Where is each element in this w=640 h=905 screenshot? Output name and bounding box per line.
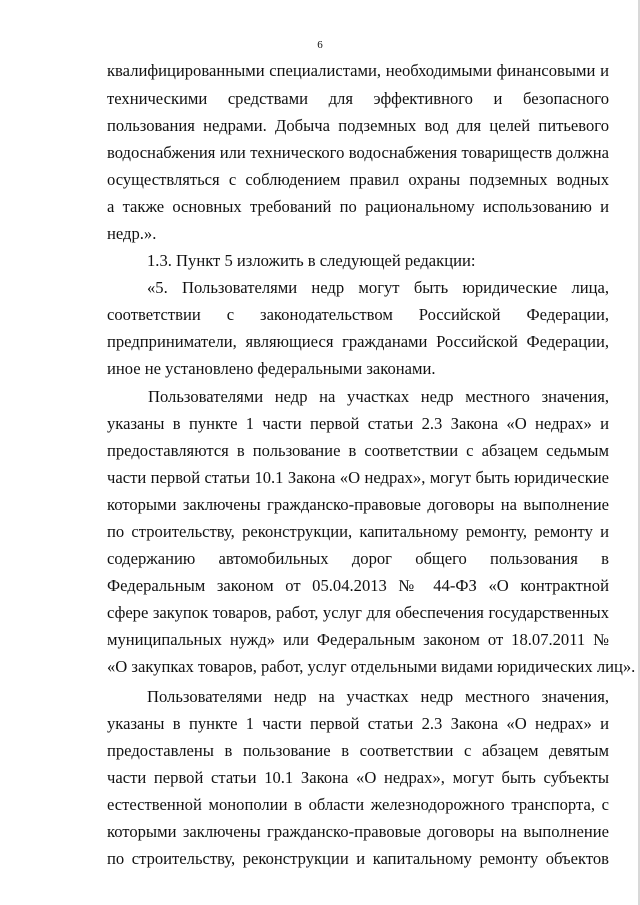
text-line: соответствии с законодательством Российской Федерации, (107, 305, 609, 324)
text-line: которыми заключены гражданско-правовые договоры на выполнение (107, 495, 609, 514)
text-line: по строительству, реконструкции, капитальному ремонту, ремонту и (107, 522, 609, 541)
text-line: квалифицированными специалистами, необходимыми финансовыми и (107, 61, 609, 80)
text-line: указаны в пункте 1 части первой статьи 2.3 Закона «О недрах» и (107, 414, 609, 433)
text-line: техническими средствами для эффективного и безопасного (107, 89, 609, 108)
text-line: сфере закупок товаров, работ, услуг для обеспечения государственных (107, 603, 609, 622)
text-line: Пользователями недр на участках недр местного значения, (147, 687, 609, 706)
text-line: по строительству, реконструкции и капитальному ремонту объектов (107, 849, 609, 868)
text-line: указаны в пункте 1 части первой статьи 2.3 Закона «О недрах» и (107, 714, 609, 733)
text-line: части первой статьи 10.1 Закона «О недрах», могут быть субъекты (107, 768, 609, 787)
text-line: предприниматели, являющиеся гражданами Российской Федерации, (107, 332, 609, 351)
text-line: недр.». (107, 224, 157, 243)
text-line: муниципальных нужд» или Федеральным законом от 18.07.2011 № (107, 630, 609, 649)
text-line: Пользователями недр на участках недр местного значения, (148, 387, 609, 406)
text-line: части первой статьи 10.1 Закона «О недрах», могут быть юридические (107, 468, 609, 487)
text-line: предоставлены в пользование в соответствии с абзацем девятым (107, 741, 609, 760)
text-line: «О закупках товаров, работ, услуг отдельными видами юридических лиц». (107, 657, 636, 676)
page-number: 6 (317, 39, 323, 51)
text-line: естественной монополии в области железнодорожного транспорта, с (107, 795, 609, 814)
text-line: водоснабжения или технического водоснабжения товариществ должна (107, 143, 609, 162)
text-line: а также основных требований по рациональному использованию и (107, 197, 609, 216)
text-line: «5. Пользователями недр могут быть юридические лица, (147, 278, 609, 297)
text-line: иное не установлено федеральными законами. (107, 359, 436, 378)
text-line: осуществляться с соблюдением правил охраны подземных водных (107, 170, 609, 189)
text-line: которыми заключены гражданско-правовые договоры на выполнение (107, 822, 609, 841)
text-line: Федеральным законом от 05.04.2013 № 44-ФЗ «О контрактной (107, 576, 609, 595)
text-line: пользования недрами. Добыча подземных вод для целей питьевого (107, 116, 609, 135)
text-line: 1.3. Пункт 5 изложить в следующей редакции: (147, 251, 476, 270)
text-line: содержанию автомобильных дорог общего пользования в (107, 549, 609, 568)
text-line: предоставляются в пользование в соответствии с абзацем седьмым (107, 441, 609, 460)
